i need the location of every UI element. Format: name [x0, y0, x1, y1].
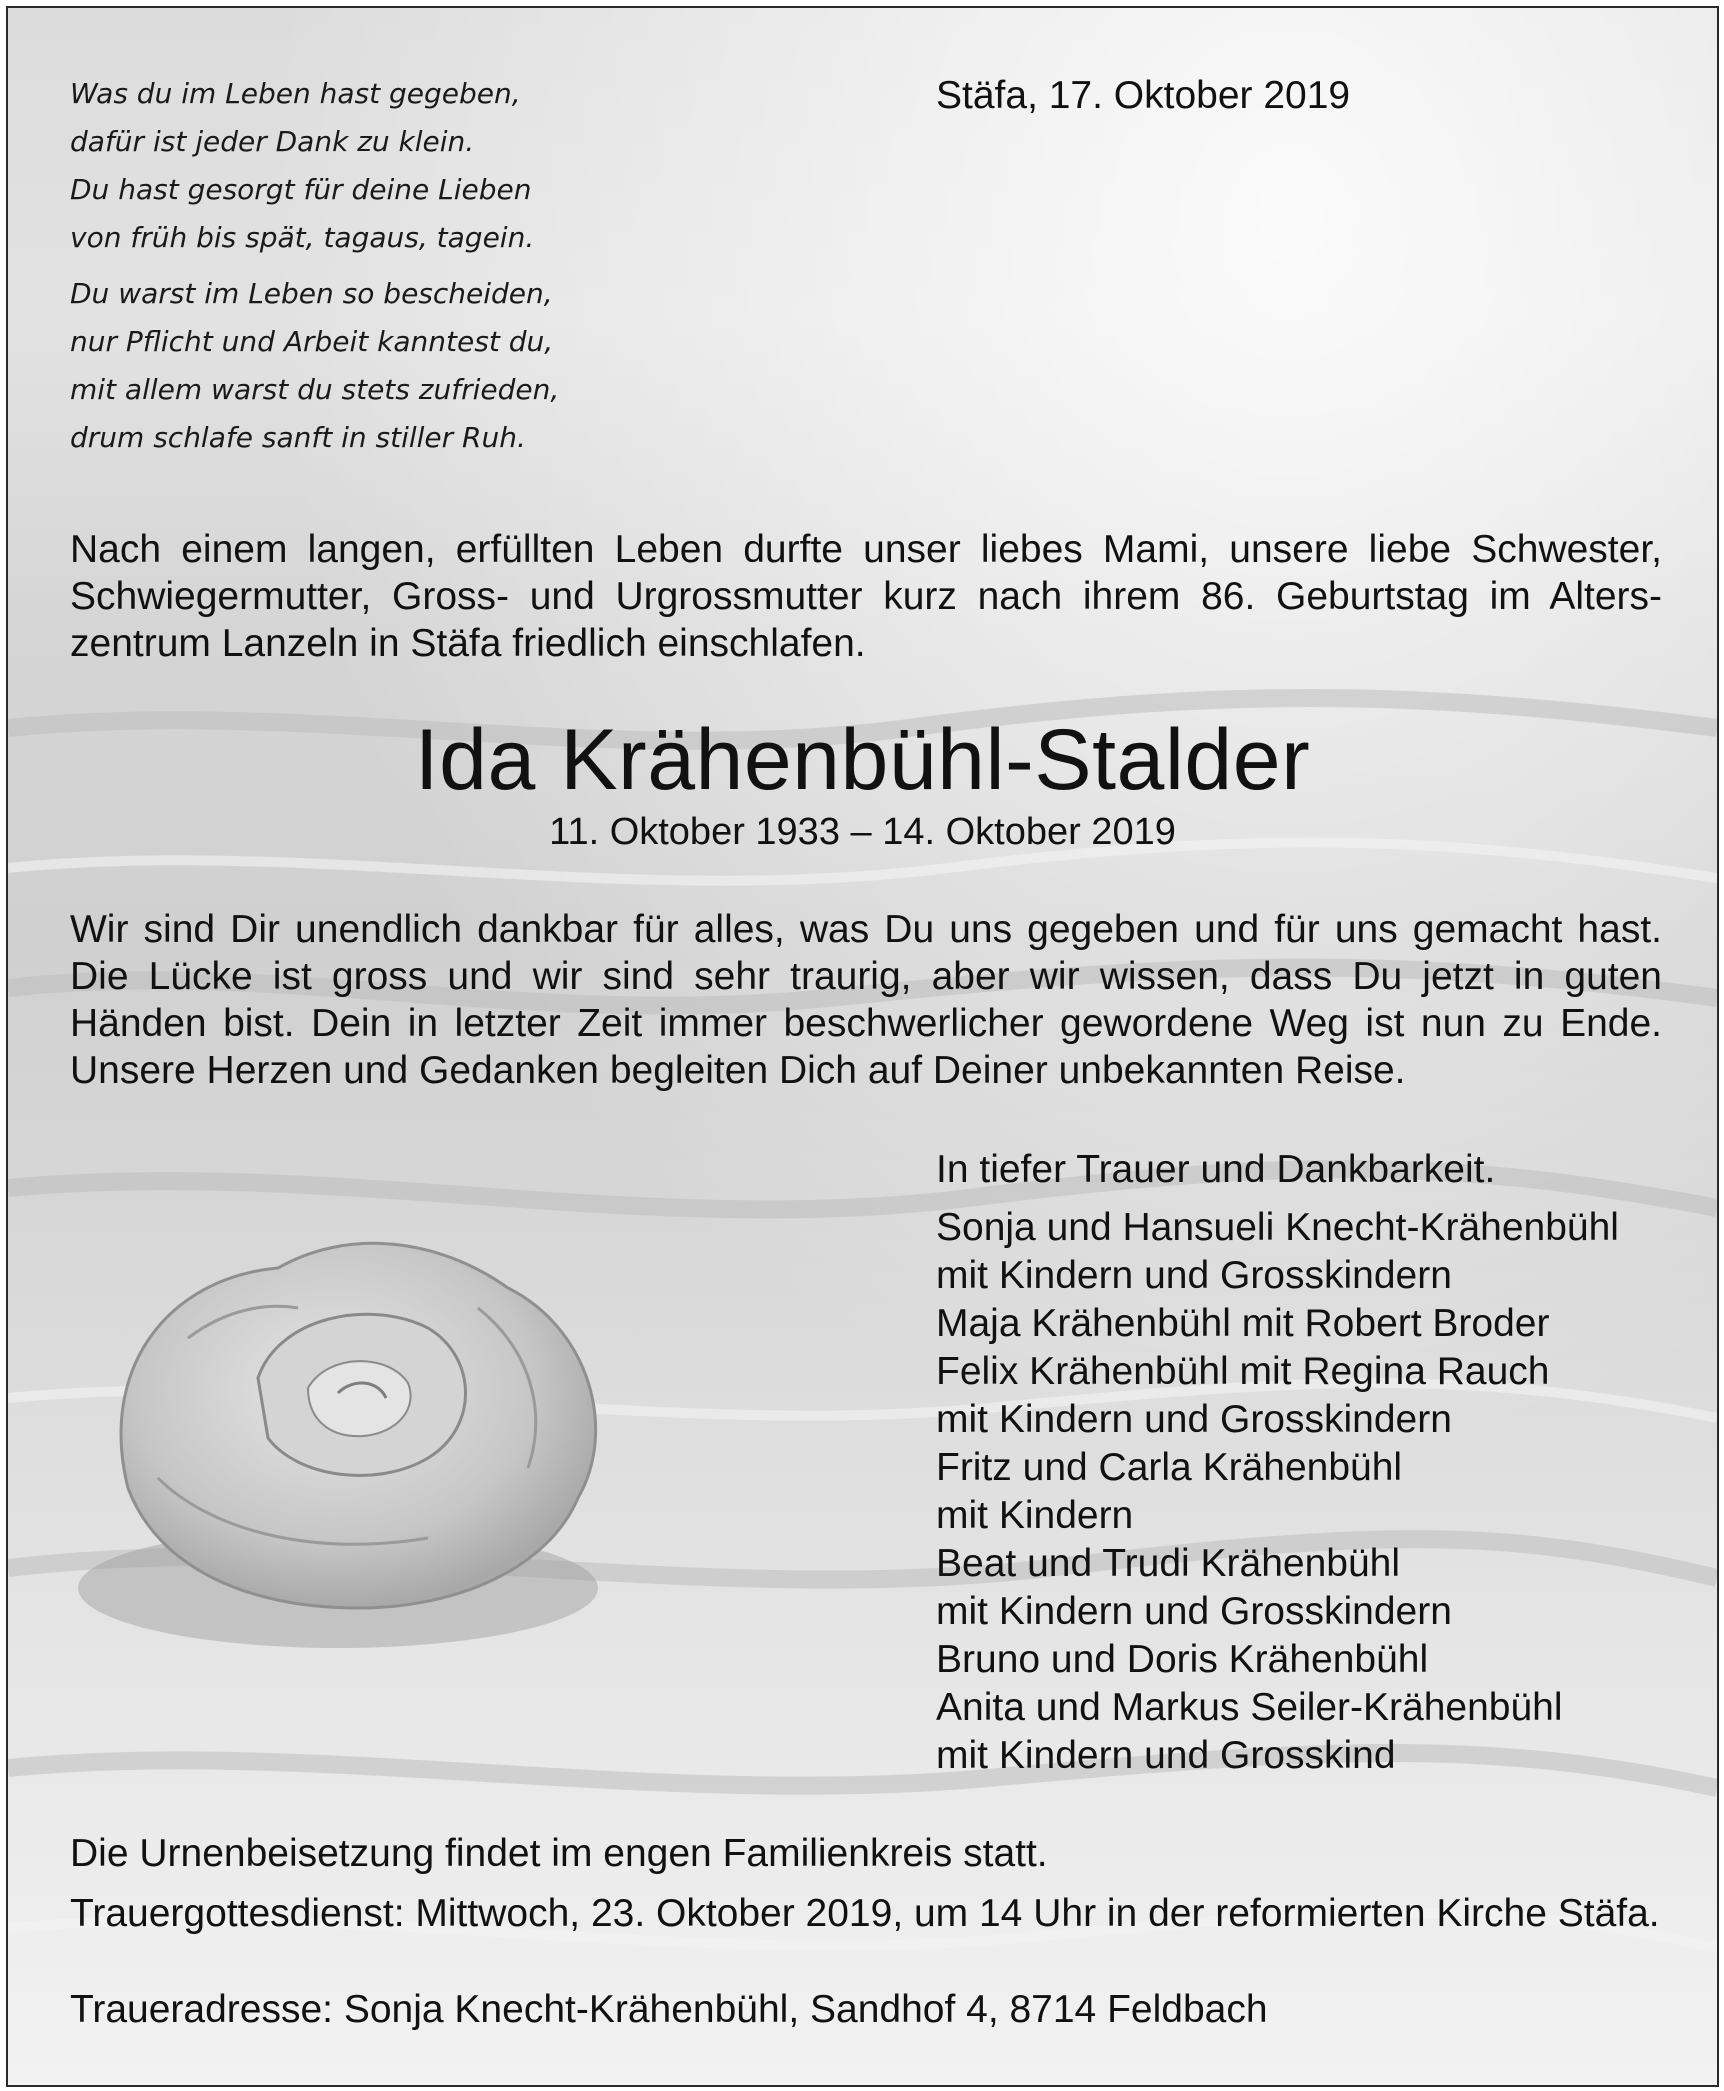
mourner-line: mit Kindern: [936, 1494, 1134, 1537]
tribute-line: Die Lücke ist gross und wir sind sehr traurig, aber wir wissen, dass Du jetzt in guten: [70, 955, 1662, 998]
tribute-line: Händen bist. Dein in letzter Zeit immer beschwerlicher gewordene Weg ist nun zu Ende.: [70, 1002, 1662, 1045]
poem-line: Du hast gesorgt für deine Lieben: [70, 173, 532, 206]
poem-line: drum schlafe sanft in stiller Ruh.: [70, 421, 526, 454]
service-notice: Trauergottesdienst: Mittwoch, 23. Oktober 2019, um 14 Uhr in der reformierten Kirche Stäfa.: [70, 1892, 1660, 1935]
poem-stanza-1: [70, 70, 534, 262]
burial-notice: Die Urnenbeisetzung findet im engen Familienkreis statt.: [70, 1832, 1048, 1875]
mourner-line: Maja Krähenbühl mit Robert Broder: [936, 1302, 1550, 1345]
poem-line: von früh bis spät, tagaus, tagein.: [70, 221, 535, 254]
mourners-list: [936, 1204, 1619, 1780]
mourner-line: Felix Krähenbühl mit Regina Rauch: [936, 1350, 1550, 1393]
deceased-name: Ida Krähenbühl-Stalder: [414, 712, 1311, 808]
mourners-heading: In tiefer Trauer und Dankbarkeit.: [936, 1148, 1496, 1191]
place-date: Stäfa, 17. Oktober 2019: [936, 74, 1351, 117]
poem-line: dafür ist jeder Dank zu klein.: [70, 125, 475, 158]
mourner-line: mit Kindern und Grosskindern: [936, 1254, 1452, 1297]
mourner-line: Fritz und Carla Krähenbühl: [936, 1446, 1403, 1489]
poem-stanza-2: [70, 270, 559, 462]
tribute-line: Unsere Herzen und Gedanken begleiten Dich auf Deiner unbekannten Reise.: [70, 1049, 1406, 1092]
mourner-line: Beat und Trudi Krähenbühl: [936, 1542, 1401, 1585]
life-dates: 11. Oktober 1933 – 14. Oktober 2019: [549, 811, 1176, 853]
mourner-line: Bruno und Doris Krähenbühl: [936, 1638, 1429, 1681]
intro-line: Nach einem langen, erfüllten Leben durfte unser liebes Mami, unsere liebe Schwester,: [70, 528, 1662, 571]
mourner-line: mit Kindern und Grosskindern: [936, 1398, 1452, 1441]
poem-line: Du warst im Leben so bescheiden,: [70, 277, 553, 310]
intro-line: zentrum Lanzeln in Stäfa friedlich einschlafen.: [70, 622, 866, 665]
poem-line: nur Pflicht und Arbeit kanntest du,: [70, 325, 554, 358]
tribute-paragraph: [70, 906, 1662, 1094]
intro-paragraph: [70, 526, 1662, 667]
intro-line: Schwiegermutter, Gross- und Urgrossmutter kurz nach ihrem 86. Geburtstag im Alters-: [70, 575, 1662, 618]
tribute-line: Wir sind Dir unendlich dankbar für alles, was Du uns gegeben und für uns gemacht hast.: [70, 908, 1662, 951]
poem-line: Was du im Leben hast gegeben,: [70, 77, 521, 110]
mourner-line: Sonja und Hansueli Knecht-Krähenbühl: [936, 1206, 1619, 1249]
mourning-address: Traueradresse: Sonja Knecht-Krähenbühl, Sandhof 4, 8714 Feldbach: [70, 1988, 1268, 2031]
obituary-notice: [6, 6, 1719, 2087]
poem-line: mit allem warst du stets zufrieden,: [70, 373, 560, 406]
mourner-line: mit Kindern und Grosskind: [936, 1734, 1396, 1777]
mourner-line: Anita und Markus Seiler-Krähenbühl: [936, 1686, 1563, 1729]
mourner-line: mit Kindern und Grosskindern: [936, 1590, 1452, 1633]
rose-icon: [121, 1243, 596, 1608]
